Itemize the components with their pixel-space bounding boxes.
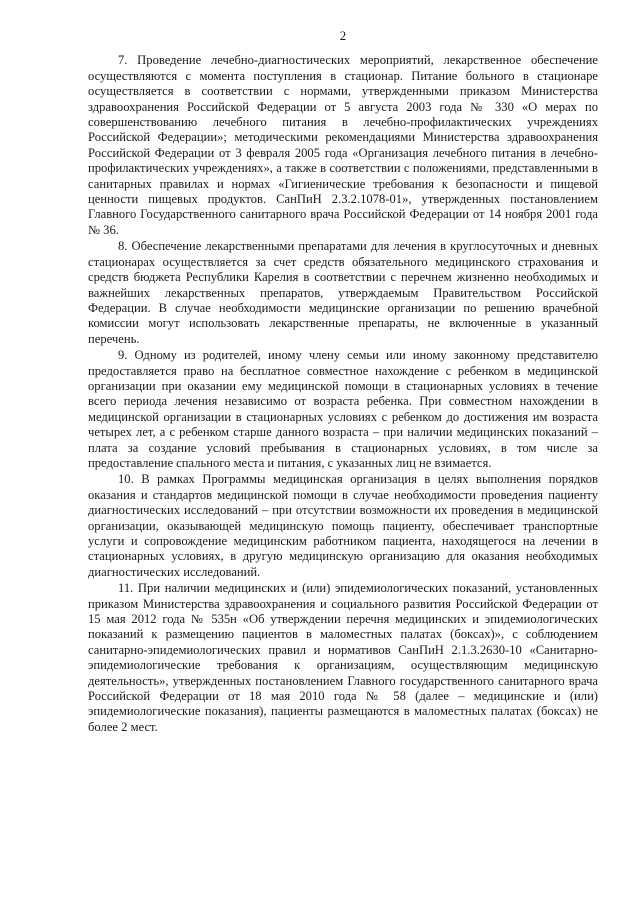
- paragraph-8: 8. Обеспечение лекарственными препаратами для лечения в круглосуточных и дневных стационарах осуществляется за счет средств обязательного медицинского страхования и средств бюджета Республики Карелия в соответствии с перечнем жизненно необходимых и важнейших лекарственных препаратов, утверждаемым Правительством Российской Федерации. В случае необходимости медицинские организации по решению врачебной комиссии могут использовать лекарственные препараты, не включенные в указанный перечень.: [88, 239, 598, 346]
- page-number: 2: [339, 28, 347, 43]
- paragraph-9: 9. Одному из родителей, иному члену семьи или иному законному представителю предоставляется право на бесплатное совместное нахождение с ребенком в медицинской организации при оказании ему медицинской помощи в стационарных условиях в течение всего периода лечения независимо от возраста ребенка. При совместном нахождении в медицинской организации в стационарных условиях с ребенком до достижения им возраста четырех лет, а с ребенком старше данного возраста – при наличии медицинских показаний – плата за создание условий пребывания в стационарных условиях, в том числе за предоставление спального места и питания, с указанных лиц не взимается.: [88, 348, 598, 470]
- document-page: [88, 28, 598, 736]
- paragraph-11: 11. При наличии медицинских и (или) эпидемиологических показаний, установленных приказом Министерства здравоохранения и социального развития Российской Федерации от 15 мая 2012 года № 535н «Об утверждении перечня медицинских и эпидемиологических показаний к размещению пациентов в маломестных палатах (боксах)», с соблюдением санитарно-эпидемиологических правил и нормативов СанПиН 2.1.3.2630-10 «Санитарно-эпидемиологические требования к организациям, осуществляющим медицинскую деятельность», утвержденных постановлением Главного государственного санитарного врача Российской Федерации от 18 мая 2010 года № 58 (далее – медицинские и (или) эпидемиологические показания), пациенты размещаются в маломестных палатах (боксах) не более 2 мест.: [88, 581, 598, 734]
- paragraph-10: 10. В рамках Программы медицинская организация в целях выполнения порядков оказания и стандартов медицинской помощи в случае необходимости проведения пациенту диагностических исследований – при отсутствии возможности их проведения в медицинской организации, оказывающей медицинскую помощь пациенту, обеспечивает транспортные услуги и сопровождение медицинским работником пациента, находящегося на лечении в стационарных условиях, в другую медицинскую организацию для оказания необходимых диагностических исследований.: [88, 472, 598, 579]
- paragraph-7: 7. Проведение лечебно-диагностических мероприятий, лекарственное обеспечение осуществляются с момента поступления в стационар. Питание больного в стационаре осуществляется в соответствии с нормами, утвержденными приказом Министерства здравоохранения Российской Федерации от 5 августа 2003 года № 330 «О мерах по совершенствованию лечебного питания в лечебно-профилактических учреждениях Российской Федерации»; методическими рекомендациями Министерства здравоохранения Российской Федерации от 3 февраля 2005 года «Организация лечебного питания в лечебно-профилактических учреждениях», а также в соответствии с положениями, представленными в санитарных правилах и нормах «Гигиенические требования к безопасности и пищевой ценности пищевых продуктов. СанПиН 2.3.2.1078-01», утвержденных постановлением Главного Государственного санитарного врача Российской Федерации от 14 ноября 2001 года № 36.: [88, 53, 598, 237]
